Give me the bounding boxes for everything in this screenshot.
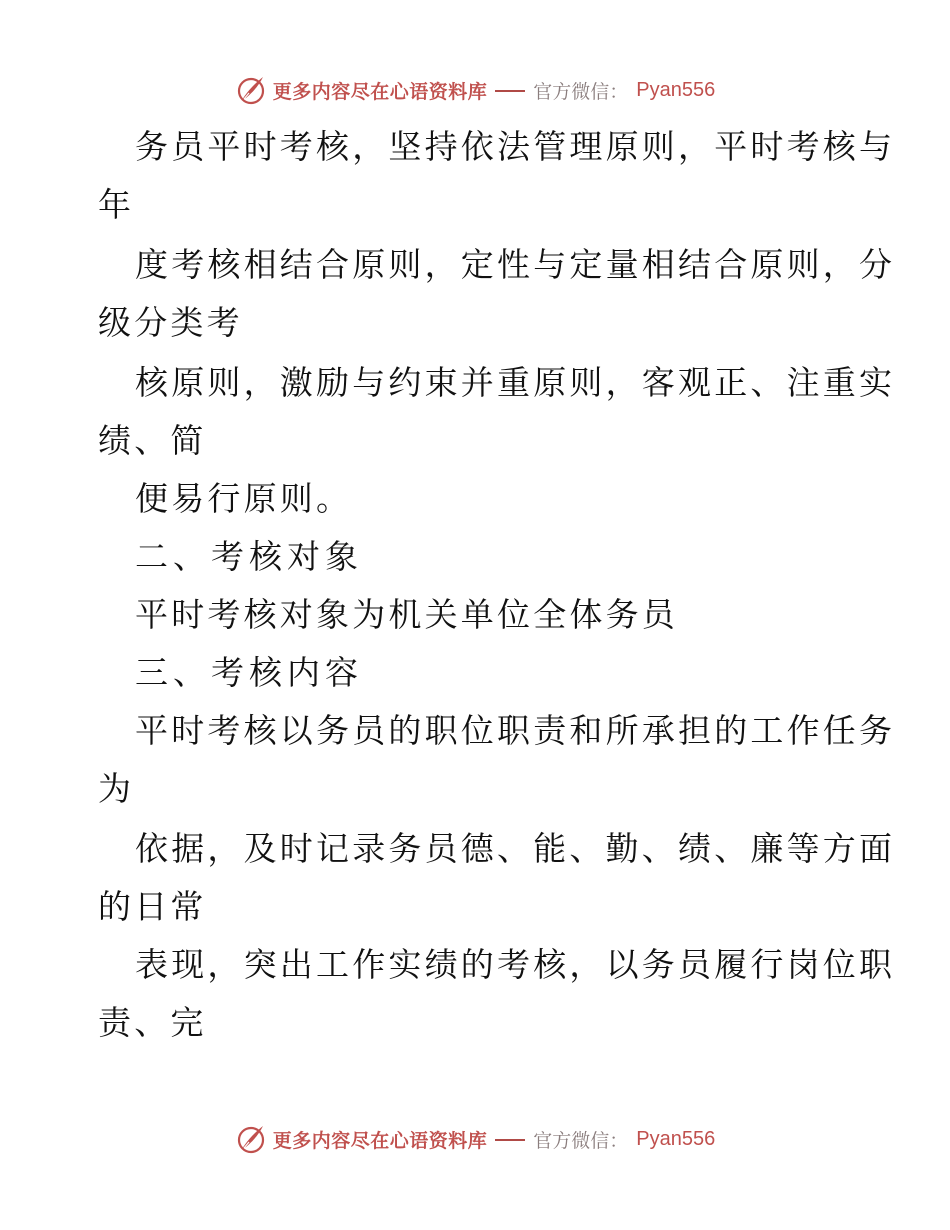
wechat-label: 官方微信： (533, 1129, 629, 1152)
text-line: 平时考核对象为机关单位全体务员 (135, 595, 678, 634)
separator-dash (495, 1139, 525, 1141)
text-line: 绩、简 (98, 421, 207, 460)
wechat-id: Pyan556 (636, 78, 716, 101)
section-heading: 二、考核对象 (135, 537, 363, 576)
wechat-label: 官方微信： (533, 80, 629, 103)
text-line: 核原则，激励与约束并重原则，客观正、注重实 (135, 363, 896, 402)
brand-text: 更多内容尽在心语资料库 (272, 1129, 488, 1152)
separator-dash (495, 90, 525, 92)
text-line: 为 (98, 769, 135, 808)
section-heading: 三、考核内容 (135, 653, 363, 692)
quill-pen-logo-icon (235, 74, 267, 106)
text-line: 年 (98, 185, 135, 224)
text-line: 平时考核以务员的职位职责和所承担的工作任务 (135, 711, 896, 750)
text-line: 便易行原则。 (135, 479, 353, 518)
text-line: 务员平时考核，坚持依法管理原则，平时考核与 (135, 127, 896, 166)
header-banner (0, 70, 950, 110)
text-line: 责、完 (98, 1003, 207, 1042)
text-line: 度考核相结合原则，定性与定量相结合原则，分 (135, 245, 896, 284)
brand-text: 更多内容尽在心语资料库 (272, 80, 488, 103)
footer-banner (0, 1119, 950, 1159)
text-line: 表现，突出工作实绩的考核，以务员履行岗位职 (135, 945, 896, 984)
wechat-id: Pyan556 (636, 1127, 716, 1150)
quill-pen-logo-icon (235, 1123, 267, 1155)
text-line: 级分类考 (98, 303, 243, 342)
text-line: 的日常 (98, 887, 207, 926)
text-line: 依据，及时记录务员德、能、勤、绩、廉等方面 (135, 829, 896, 868)
